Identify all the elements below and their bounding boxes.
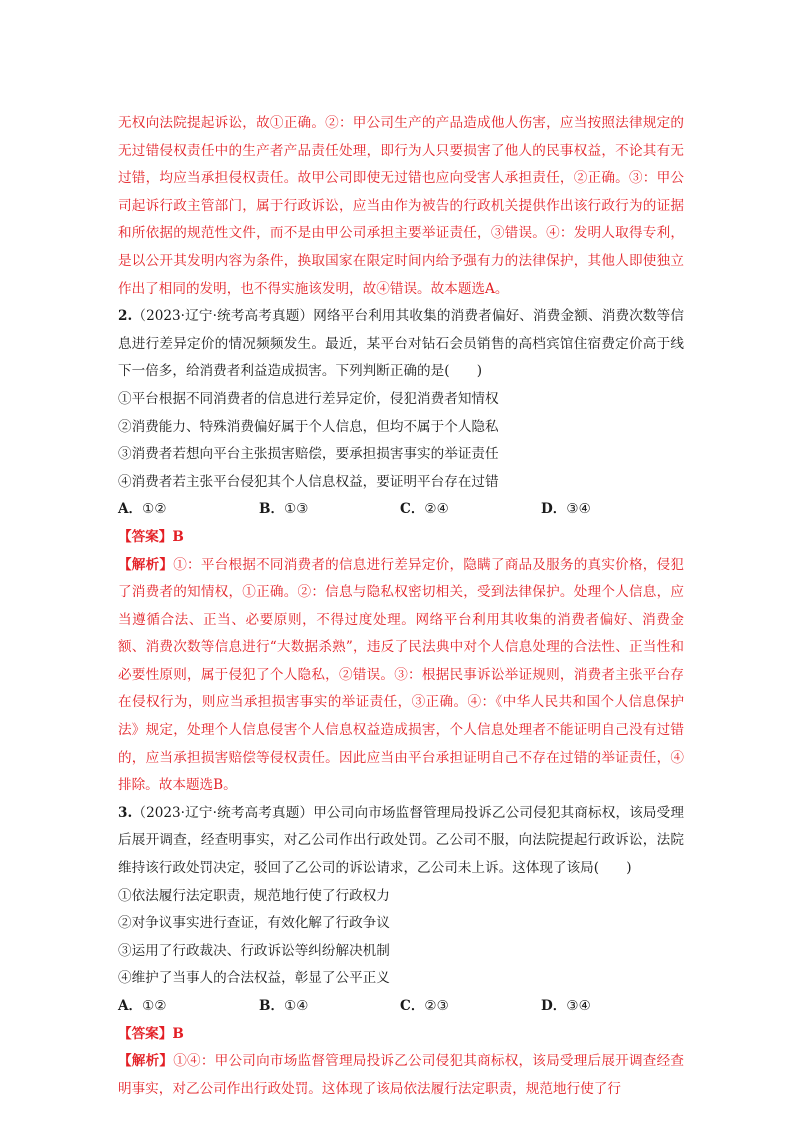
question-stem bbox=[118, 800, 684, 883]
choice-letter: D． bbox=[541, 998, 567, 1014]
analysis-text: ①④：甲公司向市场监督管理局投诉乙公司侵犯其商标权，该局受理后展开调查经查明事实，对乙公司作出行政处罚。这体现了该局依法履行法定职责，规范地行使了行 bbox=[118, 1053, 685, 1097]
choice-value: ②③ bbox=[424, 998, 449, 1014]
choice-value: ③④ bbox=[566, 501, 591, 518]
choice-b bbox=[259, 496, 400, 524]
analysis-label: 【解析】 bbox=[118, 1053, 174, 1070]
choice-value: ①② bbox=[142, 998, 167, 1014]
choice-value: ①④ bbox=[284, 998, 309, 1014]
answer-line bbox=[118, 1021, 684, 1049]
choice-letter: C． bbox=[400, 501, 425, 518]
option-line: ③消费者若想向平台主张损害赔偿，要承担损害事实的举证责任 bbox=[118, 446, 499, 463]
question-3 bbox=[118, 800, 684, 993]
question-text: 网络平台利用其收集的消费者偏好、消费金额、消费次数等信息进行差异定价的情况频频发生。最近，某平台对钻石会员销售的高档宾馆住宿费定价高于线下一倍多，给消费者利益造成损害。下列判断正确的是( ) bbox=[118, 308, 684, 380]
answer-line bbox=[118, 524, 684, 552]
choice-d bbox=[541, 993, 682, 1021]
question-stem bbox=[118, 303, 684, 386]
choice-a bbox=[118, 496, 259, 524]
analysis-label: 【解析】 bbox=[118, 556, 174, 573]
choice-value: ②④ bbox=[424, 501, 449, 518]
analysis-block bbox=[118, 552, 684, 800]
answer-value: B bbox=[172, 528, 184, 545]
choice-d bbox=[541, 496, 682, 524]
answer-choices bbox=[118, 496, 684, 524]
option-line: ②对争议事实进行查证，有效化解了行政争议 bbox=[118, 915, 390, 932]
analysis-continuation: 无权向法院提起诉讼，故①正确。②：甲公司生产的产品造成他人伤害，应当按照法律规定的无过错侵权责任中的生产者产品责任处理，即行为人只要损害了他人的民事权益，不论其有无过错，均应当承担侵权责任。故甲公司即使无过错也应向受害人承担责任，②正确。③：甲公司起诉行政主管部门，属于行政诉讼，应当由作为被告的行政机关提供作出该行政行为的证据和所依据的规范性文件，而不是由甲公司承担主要举证责任，③错误。④：发明人取得专利，是以公开其发明内容为条件，换取国家在限定时间内给予强有力的法律保护，其他人即使独立作出了相同的发明，也不得实施该发明，故④错误。故本题选A。 bbox=[118, 115, 684, 297]
question-number: 2. bbox=[118, 308, 133, 325]
answer-choices bbox=[118, 993, 684, 1021]
choice-b bbox=[259, 993, 400, 1021]
option-line: ④消费者若主张平台侵犯其个人信息权益，要证明平台存在过错 bbox=[118, 473, 499, 490]
choice-letter: D． bbox=[541, 501, 567, 518]
answer-label: 【答案】 bbox=[118, 528, 173, 545]
choice-a bbox=[118, 993, 259, 1021]
choice-value: ③④ bbox=[566, 998, 591, 1014]
choice-value: ①③ bbox=[284, 501, 309, 518]
option-line: ①平台根据不同消费者的信息进行差异定价，侵犯消费者知情权 bbox=[118, 390, 499, 407]
choice-letter: A． bbox=[118, 501, 143, 518]
question-source: （2023·辽宁·统考高考真题） bbox=[132, 804, 314, 821]
choice-letter: B． bbox=[259, 998, 285, 1014]
option-line: ③运用了行政裁决、行政诉讼等纠纷解决机制 bbox=[118, 942, 390, 959]
choice-value: ①② bbox=[142, 501, 167, 518]
document-page bbox=[118, 110, 684, 1103]
question-2 bbox=[118, 303, 684, 496]
answer-value: B bbox=[172, 1025, 184, 1042]
choice-letter: B． bbox=[259, 501, 285, 518]
option-line: ④维护了当事人的合法权益，彰显了公平正义 bbox=[118, 970, 390, 987]
choice-c bbox=[400, 496, 541, 524]
option-line: ①依法履行法定职责，规范地行使了行政权力 bbox=[118, 887, 390, 904]
question-number: 3. bbox=[118, 804, 133, 821]
analysis-block bbox=[118, 1048, 684, 1103]
question-source: （2023·辽宁·统考高考真题） bbox=[132, 308, 314, 325]
choice-letter: C． bbox=[400, 998, 425, 1014]
question-text: 甲公司向市场监督管理局投诉乙公司侵犯其商标权，该局受理后展开调查，经查明事实，对乙公司作出行政处罚。乙公司不服，向法院提起行政诉讼，法院维持该行政处罚决定，驳回了乙公司的诉讼请求，乙公司未上诉。这体现了该局( ) bbox=[118, 804, 684, 877]
choice-letter: A． bbox=[118, 998, 143, 1014]
answer-label: 【答案】 bbox=[118, 1025, 173, 1042]
analysis-text: ①：平台根据不同消费者的信息进行差异定价，隐瞒了商品及服务的真实价格，侵犯了消费者的知情权，①正确。②：信息与隐私权密切相关，受到法律保护。处理个人信息，应当遵循合法、正当、必要原则，不得过度处理。网络平台利用其收集的消费者偏好、消费金额、消费次数等信息进行“大数据杀熟”，违反了民法典中对个人信息处理的合法性、正当性和必要性原则，属于侵犯了个人隐私，②错误。③：根据民事诉讼举证规则，消费者主张平台存在侵权行为，则应当承担损害事实的举证责任，③正确。④：《中华人民共和国个人信息保护法》规定，处理个人信息侵害个人信息权益造成损害，个人信息处理者不能证明自己没有过错的，应当承担损害赔偿等侵权责任。因此应当由平台承担证明自己不存在过错的举证责任，④排除。故本题选B。 bbox=[118, 556, 685, 794]
option-line: ②消费能力、特殊消费偏好属于个人信息，但均不属于个人隐私 bbox=[118, 418, 499, 435]
choice-c bbox=[400, 993, 541, 1021]
